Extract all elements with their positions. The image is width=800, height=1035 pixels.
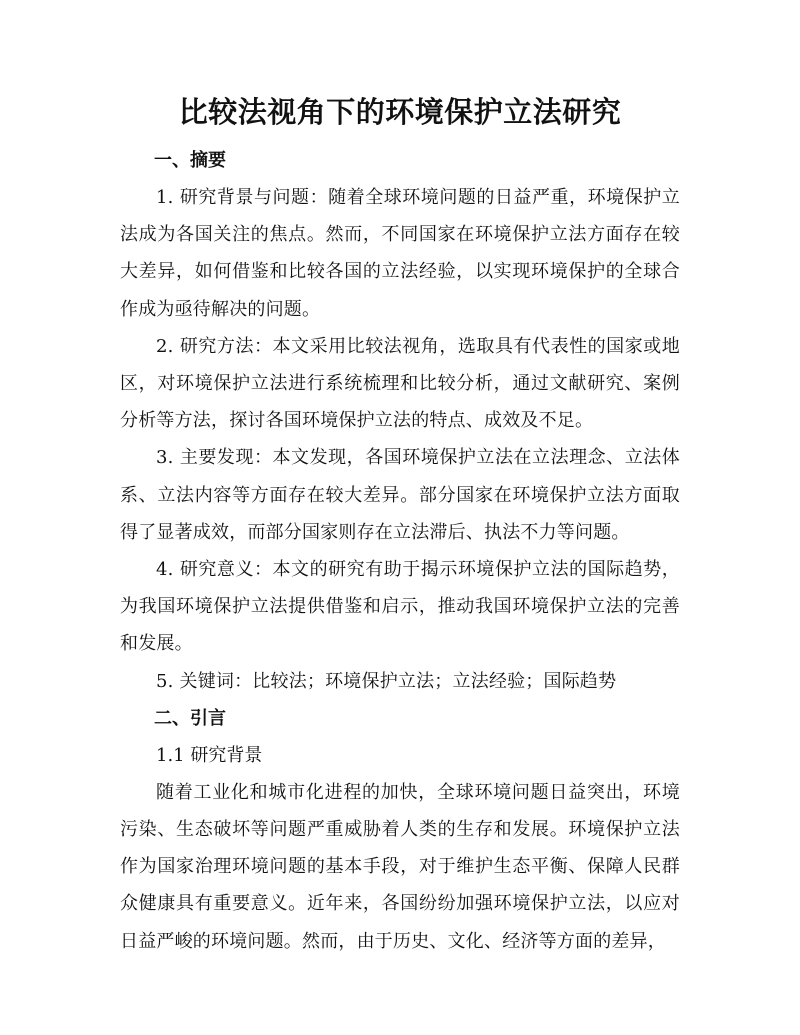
subsection-heading-background: 1.1 研究背景	[156, 744, 263, 766]
abstract-paragraph-keywords: 5. 关键词：比较法；环境保护立法；立法经验；国际趋势	[156, 670, 617, 692]
section-heading-introduction: 二、引言	[154, 707, 226, 729]
document-title: 比较法视角下的环境保护立法研究	[178, 95, 622, 129]
introduction-paragraph: 随着工业化和城市化进程的加快，全球环境问题日益突出，环境污染、生态破坏等问题严重威胁着人类的生存和发展。环境保护立法作为国家治理环境问题的基本手段，对于维护生态平衡、保障人民群众健康具有重要意义。近年来，各国纷纷加强环境保护立法，以应对日益严峻的环境问题。然而，由于历史、文化、经济等方面的差异，	[120, 781, 680, 952]
abstract-paragraph-background: 1. 研究背景与问题：随着全球环境问题的日益严重，环境保护立法成为各国关注的焦点。然而，不同国家在环境保护立法方面存在较大差异，如何借鉴和比较各国的立法经验，以实现环境保护的全球合作成为亟待解决的问题。	[120, 187, 680, 320]
abstract-paragraph-method: 2. 研究方法：本文采用比较法视角，选取具有代表性的国家或地区，对环境保护立法进行系统梳理和比较分析，通过文献研究、案例分析等方法，探讨各国环境保护立法的特点、成效及不足。	[120, 335, 680, 432]
section-heading-abstract: 一、摘要	[154, 150, 226, 171]
abstract-paragraph-significance: 4. 研究意义：本文的研究有助于揭示环境保护立法的国际趋势，为我国环境保护立法提供借鉴和启示，推动我国环境保护立法的完善和发展。	[120, 559, 680, 655]
abstract-paragraph-findings: 3. 主要发现：本文发现，各国环境保护立法在立法理念、立法体系、立法内容等方面存在较大差异。部分国家在环境保护立法方面取得了显著成效，而部分国家则存在立法滞后、执法不力等问题。	[120, 447, 680, 543]
